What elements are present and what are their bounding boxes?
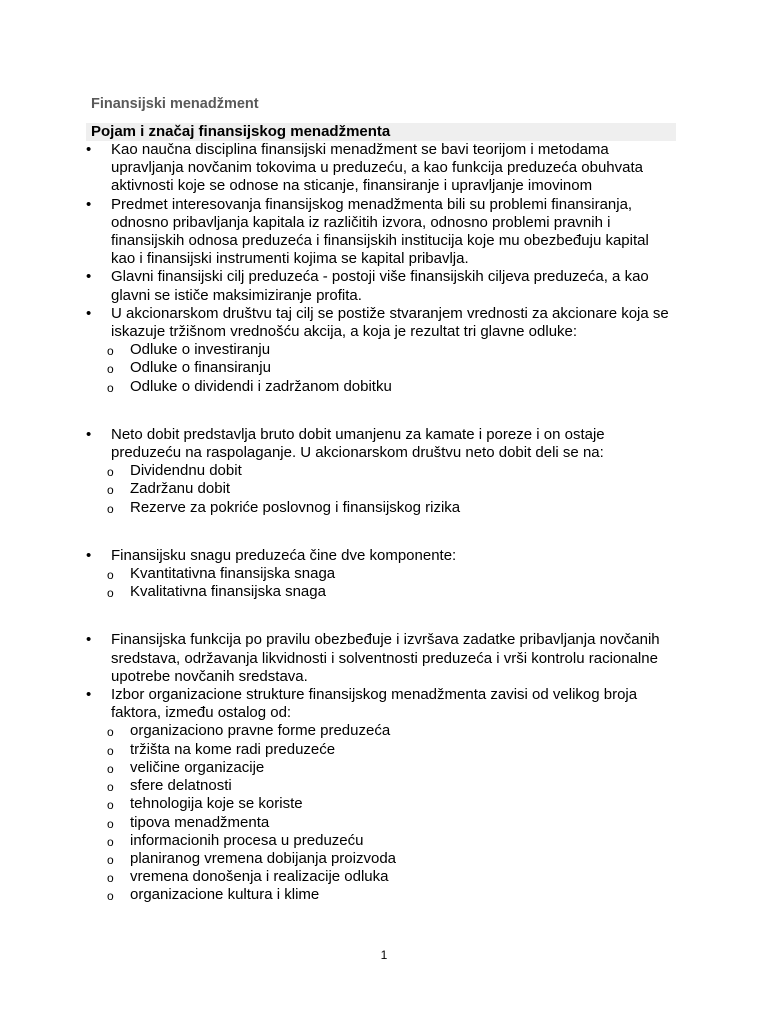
sub-item: o Zadržanu dobit <box>0 480 690 498</box>
paragraph-gap <box>0 396 768 426</box>
paragraph-gap <box>0 517 768 547</box>
paragraph-gap <box>0 601 768 631</box>
sub-item: o sfere delatnosti <box>0 777 690 795</box>
sub-item: o vremena donošenja i realizacije odluka <box>0 868 690 886</box>
bullet-item: • Izbor organizacione strukture finansijskog menadžmenta zavisi od velikog broja faktora, između ostalog od: <box>0 686 671 722</box>
bullet-list <box>0 631 768 904</box>
bullet-item: • Glavni finansijski cilj preduzeća - postoji više finansijskih ciljeva preduzeća, a kao glavni se ističe maksimiziranje profita. <box>0 268 671 304</box>
sub-item: o Odluke o finansiranju <box>0 359 690 377</box>
sub-item: o Odluke o investiranju <box>0 341 690 359</box>
sub-item: o organizacione kultura i klime <box>0 886 690 904</box>
bullet-item: • Finansijska funkcija po pravilu obezbeđuje i izvršava zadatke pribavljanja novčanih sredstava, održavanja likvidnosti i solventnosti preduzeća i vrši kontrolu racionalne upotrebe novčanih sredstava. <box>0 631 671 686</box>
sub-item: o Rezerve za pokriće poslovnog i finansijskog rizika <box>0 499 690 517</box>
bullet-item: • Predmet interesovanja finansijskog menadžmenta bili su problemi finansiranja, odnosno pribavljanja kapitala iz različitih izvora, odnosno problemi pravnih i finansijskih odnosa preduzeća i finansijskih institucija koje mu obezbeđuju kapital kao i finansijski instrumenti kojima se kapital pribavlja. <box>0 196 671 269</box>
bullet-list <box>0 547 768 602</box>
document-title: Finansijski menadžment <box>91 96 259 112</box>
bullet-list <box>0 141 768 396</box>
sub-item: o tehnologija koje se koriste <box>0 795 690 813</box>
sub-item: o tipova menadžmenta <box>0 814 690 832</box>
bullet-list <box>0 426 768 517</box>
bullet-item: • Finansijsku snagu preduzeća čine dve komponente: <box>0 547 671 565</box>
section-heading: Pojam i značaj finansijskog menadžmenta <box>86 123 676 141</box>
bullet-item: • Neto dobit predstavlja bruto dobit umanjenu za kamate i poreze i on ostaje preduzeću na raspolaganje. U akcionarskom društvu neto dobit deli se na: <box>0 426 671 462</box>
sub-item: o veličine organizacije <box>0 759 690 777</box>
sub-item: o Kvantitativna finansijska snaga <box>0 565 690 583</box>
sub-item: o Odluke o dividendi i zadržanom dobitku <box>0 378 690 396</box>
sub-item: o informacionih procesa u preduzeću <box>0 832 690 850</box>
sub-item: o organizaciono pravne forme preduzeća <box>0 722 690 740</box>
document-body <box>0 141 768 905</box>
sub-item: o tržišta na kome radi preduzeće <box>0 741 690 759</box>
sub-item: o planiranog vremena dobijanja proizvoda <box>0 850 690 868</box>
sub-item: o Kvalitativna finansijska snaga <box>0 583 690 601</box>
bullet-item: • Kao naučna disciplina finansijski menadžment se bavi teorijom i metodama upravljanja novčanim tokovima u preduzeću, a kao funkcija preduzeća obuhvata aktivnosti koje se odnose na sticanje, finansiranje i upravljanje imovinom <box>0 141 671 196</box>
bullet-item: • U akcionarskom društvu taj cilj se postiže stvaranjem vrednosti za akcionare koja se iskazuje tržišnom vrednošću akcija, a koja je rezultat tri glavne odluke: <box>0 305 671 341</box>
page-number: 1 <box>380 948 388 962</box>
sub-item: o Dividendnu dobit <box>0 462 690 480</box>
